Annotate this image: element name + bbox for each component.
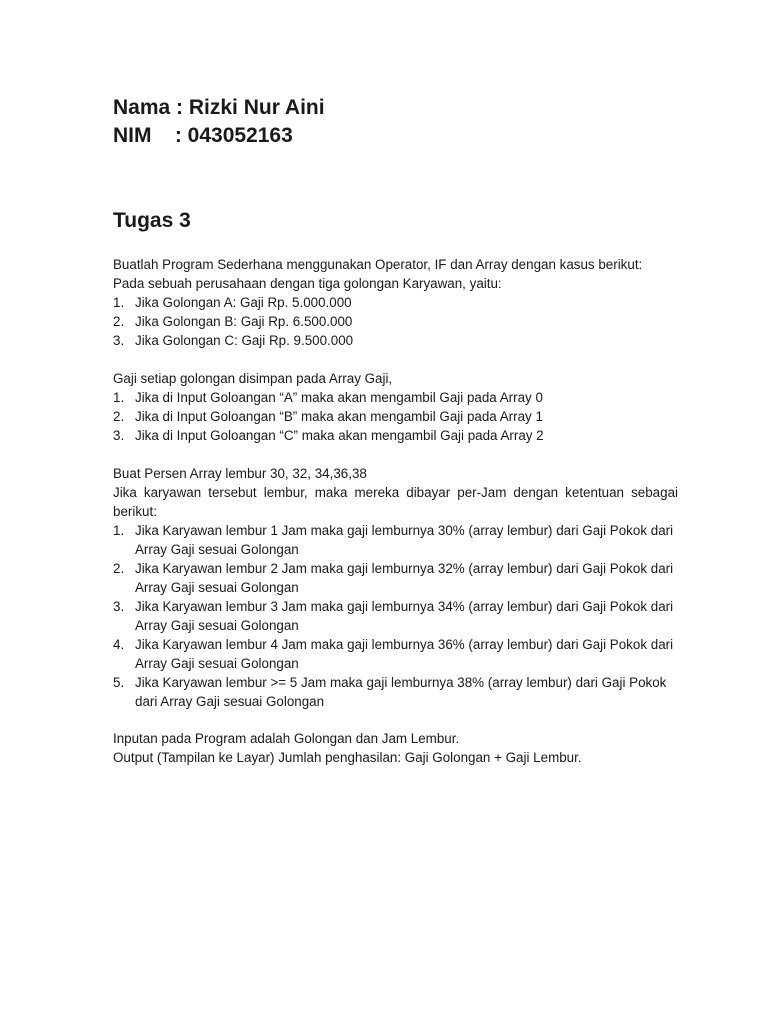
- list-number: 3.: [113, 428, 125, 443]
- list-item: [113, 293, 678, 312]
- lembur-intro-line-1: Buat Persen Array lembur 30, 32, 34,36,38: [113, 466, 367, 481]
- list-item-text: Jika Golongan B: Gaji Rp. 6.500.000: [135, 314, 353, 329]
- list-number: 1.: [113, 523, 125, 538]
- section-array-gaji: [113, 369, 678, 445]
- section-input-output: [113, 729, 678, 767]
- list-number: 1.: [113, 295, 125, 310]
- list-item-text: Jika Karyawan lembur >= 5 Jam maka gaji lemburnya 38% (array lembur) dari Gaji Pokok dari Array Gaji sesuai Golongan: [135, 675, 667, 709]
- list-number: 3.: [113, 599, 125, 614]
- assignment-title: Tugas 3: [113, 209, 191, 232]
- list-item: [113, 426, 678, 445]
- section-lembur: [113, 464, 678, 711]
- list-item-text: Jika Karyawan lembur 2 Jam maka gaji lemburnya 32% (array lembur) dari Gaji Pokok dari Array Gaji sesuai Golongan: [135, 561, 674, 595]
- section-task-intro: [113, 255, 678, 350]
- list-item: [113, 673, 678, 711]
- lembur-intro-line-2: Jika karyawan tersebut lembur, maka mereka dibayar per-Jam dengan ketentuan sebagai berikut:: [113, 485, 678, 519]
- list-number: 5.: [113, 675, 125, 690]
- list-item: [113, 559, 678, 597]
- list-item-text: Jika Golongan A: Gaji Rp. 5.000.000: [135, 295, 352, 310]
- list-number: 1.: [113, 390, 125, 405]
- name-line: Nama : Rizki Nur Aini: [113, 96, 325, 119]
- list-item-text: Jika di Input Goloangan “C” maka akan mengambil Gaji pada Array 2: [135, 428, 544, 443]
- list-item-text: Jika Golongan C: Gaji Rp. 9.500.000: [135, 333, 354, 348]
- list-item: [113, 407, 678, 426]
- output-line: Output (Tampilan ke Layar) Jumlah penghasilan: Gaji Golongan + Gaji Lembur.: [113, 750, 582, 765]
- task-intro-line-1: Buatlah Program Sederhana menggunakan Operator, IF dan Array dengan kasus berikut:: [113, 257, 643, 272]
- golongan-salary-list: [113, 293, 678, 350]
- list-number: 3.: [113, 333, 125, 348]
- list-item-text: Jika Karyawan lembur 3 Jam maka gaji lemburnya 34% (array lembur) dari Gaji Pokok dari Array Gaji sesuai Golongan: [135, 599, 674, 633]
- list-number: 2.: [113, 561, 125, 576]
- list-item-text: Jika Karyawan lembur 1 Jam maka gaji lemburnya 30% (array lembur) dari Gaji Pokok dari Array Gaji sesuai Golongan: [135, 523, 674, 557]
- list-number: 2.: [113, 409, 125, 424]
- list-number: 2.: [113, 314, 125, 329]
- array-gaji-list: [113, 388, 678, 445]
- list-item-text: Jika di Input Goloangan “A” maka akan mengambil Gaji pada Array 0: [135, 390, 543, 405]
- list-item: [113, 312, 678, 331]
- list-item: [113, 597, 678, 635]
- array-gaji-intro: Gaji setiap golongan disimpan pada Array Gaji,: [113, 371, 393, 386]
- input-line: Inputan pada Program adalah Golongan dan Jam Lembur.: [113, 731, 460, 746]
- list-number: 4.: [113, 637, 125, 652]
- list-item: [113, 635, 678, 673]
- list-item: [113, 521, 678, 559]
- task-intro-line-2: Pada sebuah perusahaan dengan tiga golongan Karyawan, yaitu:: [113, 276, 502, 291]
- lembur-list: [113, 521, 678, 711]
- list-item: [113, 388, 678, 407]
- list-item-text: Jika Karyawan lembur 4 Jam maka gaji lemburnya 36% (array lembur) dari Gaji Pokok dari Array Gaji sesuai Golongan: [135, 637, 674, 671]
- list-item-text: Jika di Input Goloangan “B” maka akan mengambil Gaji pada Array 1: [135, 409, 543, 424]
- list-item: [113, 331, 678, 350]
- nim-line: NIM : 043052163: [113, 124, 293, 147]
